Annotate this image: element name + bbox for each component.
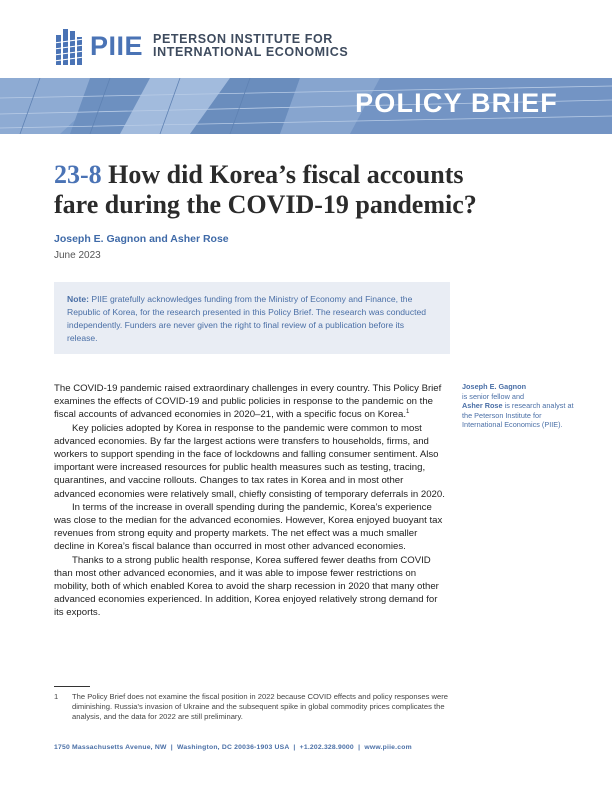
bio-name-2: Asher Rose: [462, 401, 503, 411]
funding-note: [54, 282, 450, 354]
note-label: Note:: [67, 294, 89, 304]
footer-contact[interactable]: 1750 Massachusetts Avenue, NW | Washington, DC 20036-1903 USA | +1.202.328.9000 | www.piie.com: [54, 744, 412, 751]
body-paragraph-4: Thanks to a strong public health response, Korea suffered fewer deaths from COVID than most other advanced economies, and it was able to impose fewer restrictions on mobility, both of which enabled Korea to avoid the sharp recession in 2020 that many other advanced economies experienced. In addition, Korea enjoyed relatively strong demand for its exports.: [54, 554, 439, 619]
page-title: [54, 160, 514, 220]
logo[interactable]: [54, 26, 348, 66]
author-bios: [462, 382, 582, 430]
policy-brief-banner: [0, 78, 612, 134]
logo-fullname: [153, 33, 348, 59]
logo-line-2: INTERNATIONAL ECONOMICS: [153, 45, 349, 59]
title-line-2: fare during the COVID-19 pandemic?: [54, 190, 477, 219]
body-paragraph-3: In terms of the increase in overall spending during the pandemic, Korea’s experience was close to the median for the advanced economies. However, Korea enjoyed buoyant tax revenues from strong equity and property markets. The net effect was a much smaller decline in Korea’s fiscal balance than occurred in most other advanced economies.: [54, 501, 443, 553]
note-text: PIIE gratefully acknowledges funding from the Ministry of Economy and Finance, the Republic of Korea, for the research presented in this Policy Brief. The research was conducted independently. Funders are never given the right to final review of a publication before its release.: [67, 294, 427, 343]
bio-role-2: is research analyst at the Peterson Institute for International Economics (PIIE).: [462, 401, 574, 430]
title-line-1: How did Korea’s fiscal accounts: [108, 160, 464, 189]
footnote-text: The Policy Brief does not examine the fiscal position in 2022 because COVID effects and policy responses were diminishing. Russia’s invasion of Ukraine and the subsequent spike in global commodity prices complicates the analysis, and the data for 2022 are still preliminary.: [72, 692, 448, 721]
paragraph-1-text: The COVID-19 pandemic raised extraordinary challenges in every country. This Policy Brief examines the effects of COVID-19 and public policies in response to the pandemic on the fiscal accounts of advanced economies in 2020–21, with a specific focus on Korea.: [54, 383, 442, 421]
logo-line-1: PETERSON INSTITUTE FOR: [153, 32, 333, 46]
footnote-ref-1[interactable]: 1: [405, 409, 410, 416]
publication-date: June 2023: [54, 250, 101, 261]
logo-building-icon: [54, 27, 84, 65]
body-paragraph-1: [54, 382, 446, 422]
footnote-number: 1: [54, 692, 59, 701]
footnote-divider: [54, 686, 90, 687]
logo-abbr: PIIE: [90, 30, 144, 61]
authors: Joseph E. Gagnon and Asher Rose: [54, 233, 229, 245]
body-paragraph-2: Key policies adopted by Korea in response to the pandemic were common to most advanced economies. By far the largest actions were transfers to households, firms, and workers to support spending in the face of lockdowns and falling consumer sentiment. Also important were increased resources for public health measures such as testing, tracing, quarantines, and vaccine rollouts. Changes to tax rates in Korea and in most other advanced economies were relatively small, chiefly consisting of temporary deferrals in 2020.: [54, 422, 445, 500]
brief-number: 23-8: [54, 160, 102, 189]
banner-title: POLICY BRIEF: [355, 88, 558, 118]
footnote: [54, 692, 454, 721]
body-text: [54, 382, 446, 620]
bio-role-1: is senior fellow and: [462, 391, 525, 401]
bio-name-1: Joseph E. Gagnon: [462, 382, 527, 391]
